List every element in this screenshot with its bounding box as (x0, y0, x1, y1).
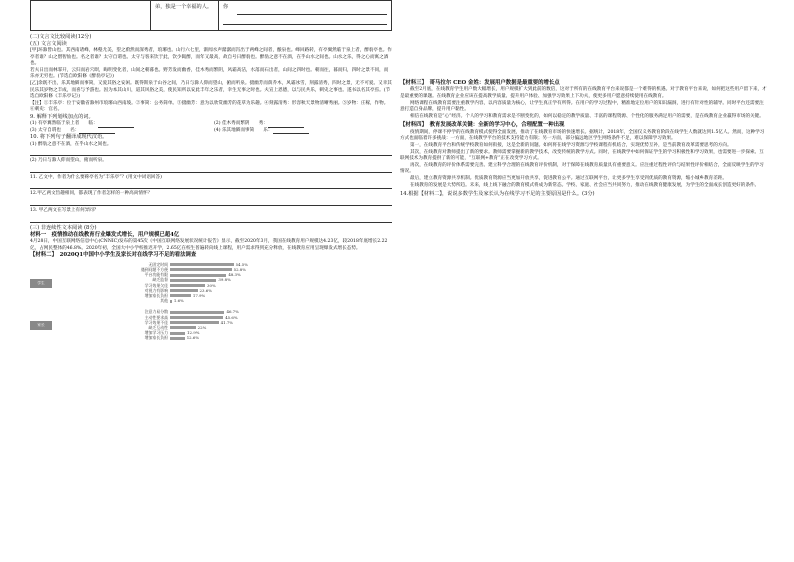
table-right-label: 你 (223, 4, 229, 10)
question-14: 14.根据【材料二】，说说多数学生及家长认为在线学习不足的主要原因是什么。(3分) (400, 191, 595, 198)
answer-line[interactable] (30, 215, 392, 223)
section2-subtitle: (五) 文言文阅读 (30, 40, 67, 47)
material3-text-3: 相信在线教育是“心”经济。个人的学习和教育需求是不断变化的，如何以稳定的教学质量、丰富的课程资源、个性化的服务满足用户的需要，是在线教育企业赢得市场的关键。 (410, 113, 764, 119)
bar-row (30, 294, 392, 298)
question-10-2: (2) 乃日与滁人仰而望山，俯而听泉。 (30, 158, 107, 164)
bar-row (30, 268, 392, 272)
passage-jia: [甲]环滁皆山也。其西南诸峰，林壑尤美，望之蔚然而深秀者，琅琊也。山行六七里，渐闻水声潺潺而泻出于两峰之间者，酿泉也。峰回路转，有亭翼然临于泉上者，醉翁亭也。作亭者谁？山之僧智仙也。名之者谁？太守自谓也。太守与客来饮于此，饮少辄醉，而年又最高，故自号曰醉翁也。醉翁之意不在酒，在乎山水之间也。山水之乐，得之心而寓之酒也。 (30, 48, 392, 67)
bar (170, 268, 232, 271)
bar-value-label: 45.6% (225, 314, 238, 320)
bar-category-label: 主动性要求高 (144, 314, 168, 320)
answer-line[interactable] (30, 181, 392, 189)
bar-row (30, 289, 392, 293)
bar (170, 326, 196, 329)
table-right-cell[interactable] (219, 1, 392, 31)
material4-text: 疫情期间，停课不停学的在线教育模式使得全面发展，推动了在线教育市场的快速增长。据统计，2018年，全国仅义务教育阶段在线学生人数就达到1.5亿人。然而，这种学习方式也面临着许多挑战：一方面，在线教学平台的技术支持能力有限；另一方面，部分偏远地区学生网络条件不足，难以保障学习效果。 (400, 129, 765, 142)
bar (170, 300, 172, 303)
bar-category-label: 注意力易分散 (144, 309, 168, 315)
answer-table (30, 0, 392, 31)
answer-line[interactable] (30, 165, 392, 173)
material3-title: 【材料三】 哥马拉尔 CEO 金姓：发展用户数据是最重要的增长点 (400, 80, 560, 86)
bar-category-label: 学习效果不佳 (144, 319, 168, 325)
bar (170, 279, 216, 282)
bar-row (30, 331, 392, 335)
bar-category-label: 缺乏互动性 (148, 324, 168, 330)
material2-title: 【材料二】 2020Q1中国中小学生及家长对在线学习不足的看法调查 (30, 252, 197, 259)
bar (170, 289, 198, 292)
q9-item: (3) 太守自谓也 名： (30, 128, 208, 135)
material1-text: 4月28日，中国互联网络信息中心(CNNIC)发布的第45次《中国互联网络发展状况统计报告》显示，截至2020年3月，我国在线教育用户规模达4.23亿，较2018年底增长2.22亿，占网民整体的46.8%。2020年初，全国大中小学校推迟开学，2.65亿在校生普遍转向线上课程，用户需求得到充分释放，在线教育应用呈现爆发式增长态势。 (30, 239, 388, 251)
material4-text-6: 在线教育的发展是大势所趋。未来，线上线下融合的教育模式将成为新常态。学校、家庭、社会应当共同努力，推动在线教育健康发展，为学生的全面成长创造更好的条件。 (410, 182, 760, 188)
table-blank-cell (31, 1, 151, 31)
material1-title: 材料一 疫情推动在线教育行业爆发式增长，用户规模已超4亿 (30, 231, 180, 238)
bar-row (30, 263, 392, 267)
q9-row-1 (30, 121, 392, 128)
material3-text: 截至2月底，在线教育学生用户数大幅增长，用户规模扩大到此前的数倍，这对于所有的在线教育平台来说都是一个难得的机遇。对于教育平台来说，如何把这些用户留下来，才是最重要的课题。在线教育企业应该在提高教学质量、提升用户体验、加强学习效果上下功夫，使更多用户愿意持续使用在线教育。 (400, 87, 767, 99)
group-label: 学生 (30, 279, 52, 288)
bar-row (30, 278, 392, 282)
bar-row (30, 310, 392, 314)
bar-row (30, 316, 392, 320)
bar-value-label: 22% (197, 324, 207, 330)
bar (170, 316, 223, 319)
group-label: 家长 (30, 321, 52, 330)
material3-text-2: 网络课程在线教育需要注重教学内容，以内容质量为核心，让学生真正学有所得。在用户的学习过程中，精准地定位用户的知识漏洞，进行有针对性的辅导。同时平台还需要注意打造自身品牌，提升用户黏性。 (400, 100, 764, 113)
bar (170, 311, 224, 314)
bar-category-label: 遇到问题不方便 (140, 266, 168, 272)
bar (170, 337, 185, 340)
bar-value-label: 12.9% (187, 330, 200, 336)
blank-field[interactable] (273, 128, 309, 134)
bar-category-label: 增加家长负担 (144, 335, 168, 341)
survey-bar-chart (30, 263, 392, 375)
question-9: 9. 解释下列划线加点的词。 (30, 113, 94, 120)
q9-item: (2) 佳木秀而繁阴 秀： (214, 121, 392, 128)
bar-row (30, 321, 392, 325)
notes: 【注】①丰乐亭：位于安徽省滁州市琅琊山西南坡。②事简：公务简单。③掇幽芳：意为以欣赏幽芳的花草为乐趣。④刻露清秀：形容秋天景物清晰秀丽。⑤岁物：庄稼，作物。⑥刺史：官名。 (30, 100, 389, 113)
bar-category-label: 对视力有影响 (144, 287, 168, 293)
answer-line[interactable] (237, 7, 387, 15)
question-12: 12.甲乙两文旨趣相同，都表现了作者怎样的一种高尚情怀？ (30, 191, 153, 197)
bar (170, 274, 226, 277)
bar-value-label: 46.7% (226, 309, 239, 315)
right-column (400, 80, 768, 198)
material4-text-4: 再次，在线教育的评价体系需要完善。建立科学合理的在线教育评价机制，对于保障在线教育质量具有重要意义。应注重过程性评价与结果性评价相结合，全面反映学生的学习情况。 (400, 162, 764, 175)
bar (170, 294, 191, 297)
bar-row (30, 273, 392, 277)
answer-line[interactable] (30, 198, 392, 206)
q9-item: (4) 乐其地僻而事简 乐： (214, 128, 392, 135)
bar-row (30, 326, 392, 330)
bar-row (30, 299, 392, 303)
bar-category-label: 其他 (160, 298, 168, 304)
section2-title: (二)文言文比较阅读(12分) (30, 33, 92, 40)
material4-title: 【材料四】 教育发展改革关键：全新的学习中心，合理配置一种出现 (400, 122, 565, 129)
question-13: 13. 甲乙两文在写景上有何异同？ (30, 207, 99, 213)
bar-value-label: 30% (207, 282, 216, 288)
bar-row (30, 284, 392, 288)
bar-value-label: 52.8% (233, 266, 246, 272)
bar-value-label: 54.5% (235, 261, 248, 267)
bar-category-label: 缺乏监督 (152, 277, 168, 283)
bar-category-label: 无固定时间 (148, 261, 168, 267)
bar-value-label: 39.8% (218, 277, 231, 283)
bar-value-label: 1.6% (173, 298, 184, 304)
question-10-1: (1) 醉翁之意不在酒，在乎山水之间也。 (30, 141, 112, 147)
question-11: 11. 乙文中，作者为什么要称亭名为“丰乐亭”？(用文中词语回答) (30, 174, 162, 180)
left-column (30, 0, 392, 375)
bar (170, 263, 234, 266)
q9-item: (1) 有亭翼然临于泉上者 临： (30, 121, 208, 128)
bar-value-label: 23.6% (199, 287, 212, 293)
bar-row (30, 336, 392, 340)
material4-text-2: 第一，在线教育平台和传统学校教育如何衔接，这是全新的问题。如何将在线学习资源与学校课程有机结合，实现优势互补，是当前教育改革需要思考的方向。 (410, 142, 732, 148)
bar-category-label: 增加学习压力 (144, 330, 168, 336)
bar-value-label: 41.7% (220, 319, 234, 325)
material4-text-3: 其次，在线教育对教师提出了新的要求。教师需要掌握新的教学技术，改变传统的教学方式。同时，在线教学中如何保证学生的学习积极性和学习效果，也需要进一步探索。互联网技术为教育提供了新的可能，“互联网+教育”正在改变学习方式。 (400, 149, 764, 162)
answer-line[interactable] (30, 148, 392, 156)
table-left-cell: 弟，独是一个幸福的人。 (151, 1, 219, 31)
material4-text-5: 最后，建立教育资源共享机制。优质教育资源应当更加开放共享，促进教育公平。通过互联网平台，让更多学生享受到优质的教育资源，缩小城乡教育差距。 (410, 175, 727, 181)
section3-title: (三) 非连续性文本阅读 (8分) (30, 224, 97, 231)
answer-line[interactable] (223, 17, 387, 25)
bar (170, 321, 219, 324)
bar-category-label: 平台功能有限 (144, 272, 168, 278)
bar-category-label: 增加家长负担 (144, 292, 168, 298)
question-10: 10. 将下列句子翻译成现代汉语。 (30, 134, 108, 141)
bar-value-label: 17.9% (192, 292, 206, 298)
passage-jia-2: 若夫日出而林霏开，云归而岩穴暝，晦明变化者，山间之朝暮也。野芳发而幽香，佳木秀而繁阴，风霜高洁，水落而石出者，山间之四时也。朝而往，暮而归，四时之景不同，而乐亦无穷也。(节选自欧阳修《醉翁亭记》) (30, 67, 389, 80)
passage-yi: [乙]余既不出，乐其地僻而事简，又爱其俗之安闲。既得斯泉于山谷之间，乃日与滁人仰而望山，俯而听泉。掇幽芳而荫乔木，风霜冰雪，刻露清秀，四时之景，无不可爱。又幸其民乐其岁物之丰成，而喜与予游也。因为本其山川，道其风俗之美，使民知所以安此丰年之乐者，幸生无事之时也。夫宣上恩德，以与民共乐，刺史之事也。遂书以名其亭焉。(节选自欧阳修《丰乐亭记》) (30, 80, 392, 100)
bar-value-label: 48.3% (228, 272, 241, 278)
bar-category-label: 学习效果欠佳 (144, 282, 168, 288)
bar (170, 284, 205, 287)
bar (170, 332, 185, 335)
bar-value-label: 12.6% (186, 335, 200, 341)
